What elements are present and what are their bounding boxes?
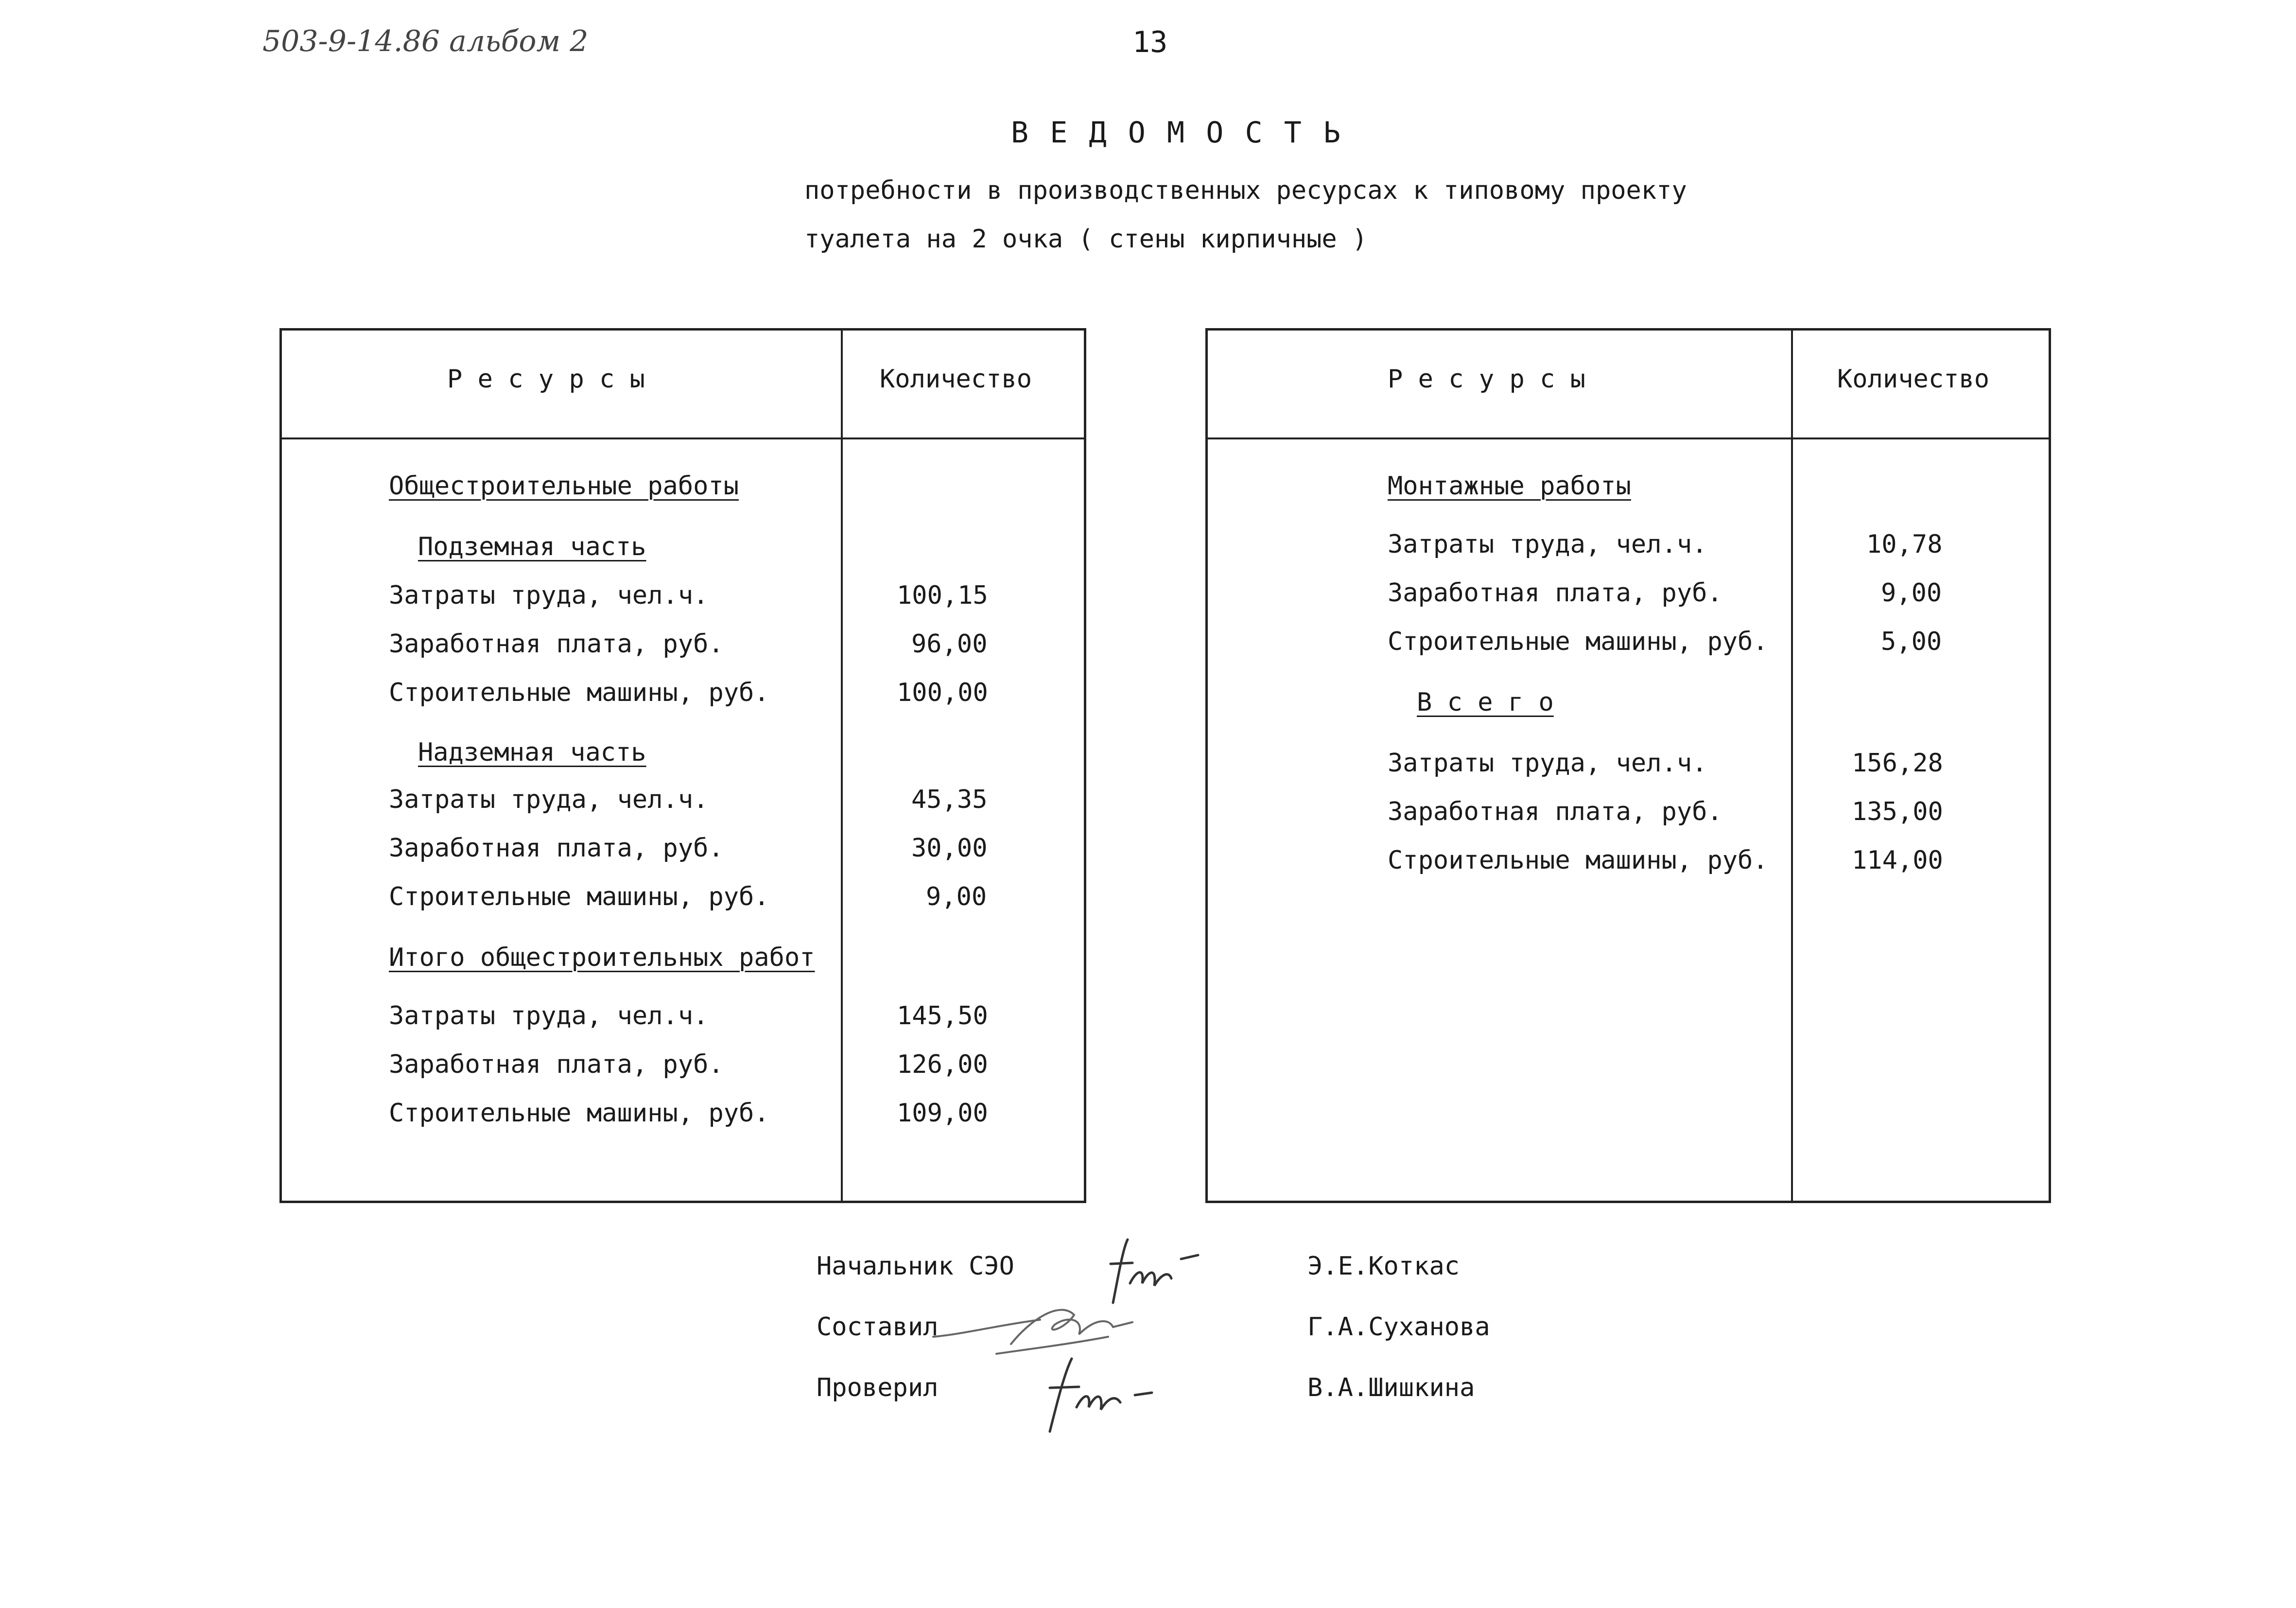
- montage-subtitle: Монтажные работы: [1388, 472, 1631, 501]
- signature-name-1: Г.А.Суханова: [1307, 1312, 1490, 1342]
- montage-label-0: Затраты труда, чел.ч.: [1388, 530, 1707, 559]
- underground-subtitle: Подземная часть: [418, 532, 646, 561]
- document-reference: 503-9-14.86 альбом 2: [262, 24, 589, 58]
- underground-label-2: Строительные машины, руб.: [389, 678, 769, 707]
- signature-mark-checker: [1030, 1349, 1166, 1446]
- signature-name-2: В.А.Шишкина: [1307, 1373, 1475, 1402]
- signature-role-2: Проверил: [817, 1373, 939, 1402]
- underground-value-2: 100,00: [897, 678, 988, 707]
- title-line-1: потребности в производственных ресурсах к типовому проекту: [804, 176, 1687, 205]
- left-col-header-resources: Р е с у р с ы: [447, 365, 645, 394]
- grand-total-label-2: Строительные машины, руб.: [1388, 846, 1768, 875]
- underground-label-0: Затраты труда, чел.ч.: [389, 581, 709, 610]
- right-column-divider: [1791, 331, 1793, 1201]
- left-total-label-1: Заработная плата, руб.: [389, 1050, 724, 1079]
- aboveground-value-2: 9,00: [926, 882, 987, 911]
- title-line-2: туалета на 2 очка ( стены кирпичные ): [804, 225, 1368, 254]
- aboveground-value-1: 30,00: [911, 834, 988, 863]
- montage-value-1: 9,00: [1881, 578, 1942, 608]
- montage-label-1: Заработная плата, руб.: [1388, 578, 1722, 608]
- aboveground-label-2: Строительные машины, руб.: [389, 882, 769, 911]
- page-number: 13: [1132, 25, 1168, 59]
- aboveground-subtitle: Надземная часть: [418, 738, 646, 767]
- left-total-value-1: 126,00: [897, 1050, 988, 1079]
- right-resource-table: [1205, 328, 2051, 1203]
- left-total-value-0: 145,50: [897, 1001, 988, 1031]
- right-col-header-resources: Р е с у р с ы: [1388, 365, 1585, 394]
- aboveground-label-1: Заработная плата, руб.: [389, 834, 724, 863]
- grand-total-value-1: 135,00: [1852, 797, 1943, 826]
- left-header-divider: [282, 437, 1084, 439]
- left-total-subtitle: Итого общестроительных работ: [389, 943, 815, 972]
- signature-role-0: Начальник СЭО: [817, 1252, 1014, 1281]
- left-resource-table: [279, 328, 1086, 1203]
- left-total-value-2: 109,00: [897, 1099, 988, 1128]
- grand-total-label-1: Заработная плата, руб.: [1388, 797, 1722, 826]
- montage-value-2: 5,00: [1881, 627, 1942, 656]
- underground-value-1: 96,00: [911, 629, 988, 659]
- grand-total-label-0: Затраты труда, чел.ч.: [1388, 749, 1707, 778]
- grand-total-subtitle: В с е г о: [1417, 688, 1554, 717]
- right-header-divider: [1208, 437, 2049, 439]
- aboveground-value-0: 45,35: [911, 785, 988, 814]
- left-section-title: Общестроительные работы: [389, 472, 739, 501]
- montage-value-0: 10,78: [1866, 530, 1943, 559]
- underground-label-1: Заработная плата, руб.: [389, 629, 724, 659]
- montage-label-2: Строительные машины, руб.: [1388, 627, 1768, 656]
- signature-role-1: Составил: [817, 1312, 939, 1342]
- signature-name-0: Э.Е.Коткас: [1307, 1252, 1460, 1281]
- aboveground-label-0: Затраты труда, чел.ч.: [389, 785, 709, 814]
- left-col-header-quantity: Количество: [880, 365, 1032, 394]
- left-column-divider: [841, 331, 843, 1201]
- right-col-header-quantity: Количество: [1837, 365, 1990, 394]
- underground-value-0: 100,15: [897, 581, 988, 610]
- left-total-label-0: Затраты труда, чел.ч.: [389, 1001, 709, 1031]
- grand-total-value-0: 156,28: [1852, 749, 1943, 778]
- grand-total-value-2: 114,00: [1852, 846, 1943, 875]
- left-total-label-2: Строительные машины, руб.: [389, 1099, 769, 1128]
- document-title: В Е Д О М О С Т Ь: [1011, 116, 1343, 150]
